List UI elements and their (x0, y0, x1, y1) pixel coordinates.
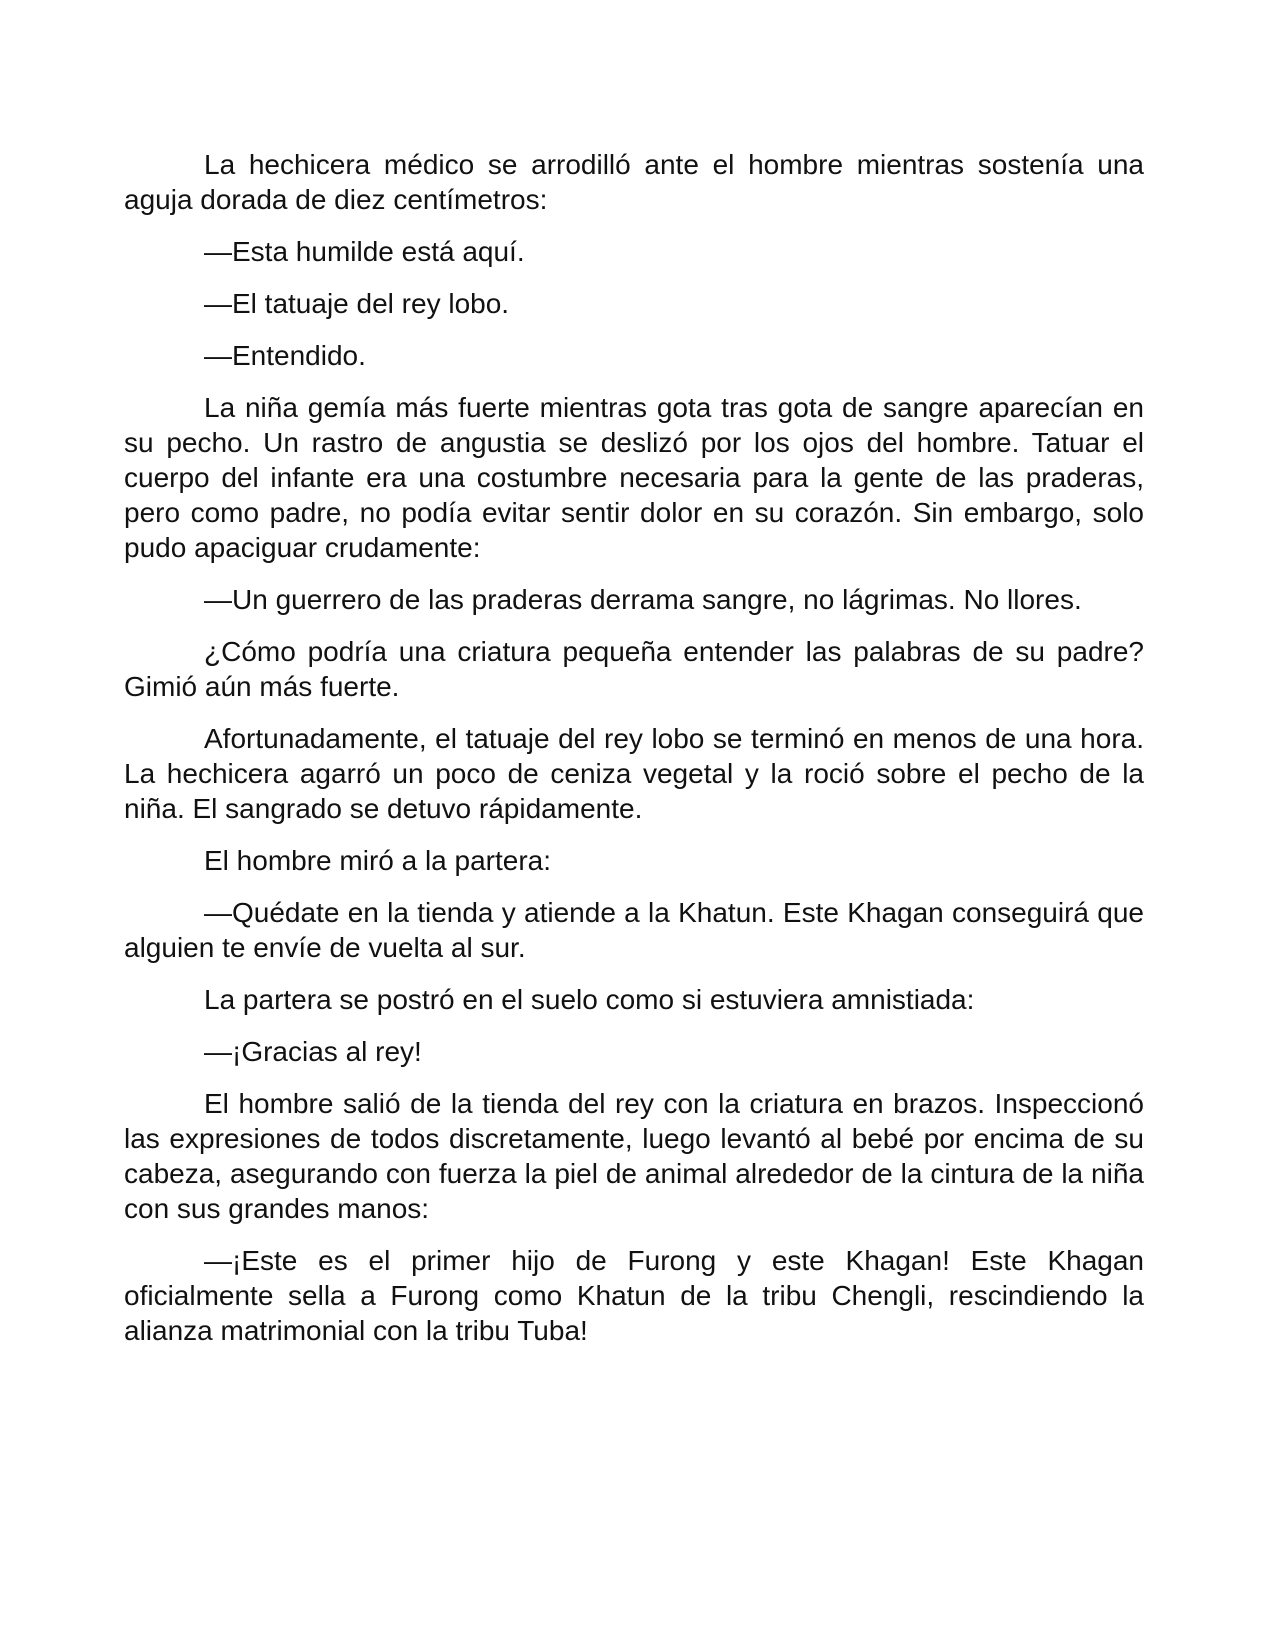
paragraph: El hombre miró a la partera: (204, 845, 552, 876)
paragraph: —Esta humilde está aquí. (204, 236, 525, 267)
paragraph: ¿Cómo podría una criatura pequeña entender las palabras de su padre? Gimió aún más fuerte. (124, 636, 1144, 702)
paragraph: La hechicera médico se arrodilló ante el hombre mientras sostenía una aguja dorada de diez centímetros: (124, 149, 1144, 215)
paragraph: —Entendido. (204, 340, 366, 371)
paragraph: —Quédate en la tienda y atiende a la Khatun. Este Khagan conseguirá que alguien te envíe de vuelta al sur. (124, 897, 1144, 963)
paragraph: La niña gemía más fuerte mientras gota tras gota de sangre aparecían en su pecho. Un rastro de angustia se deslizó por los ojos del hombre. Tatuar el cuerpo del infante era una costumbre necesaria para la gente de las praderas, pero como padre, no podía evitar sentir dolor en su corazón. Sin embargo, solo pudo apaciguar crudamente: (124, 392, 1144, 563)
document-page (124, 147, 1144, 1365)
paragraph: —El tatuaje del rey lobo. (204, 288, 510, 319)
paragraph: El hombre salió de la tienda del rey con la criatura en brazos. Inspeccionó las expresiones de todos discretamente, luego levantó al bebé por encima de su cabeza, asegurando con fuerza la piel de animal alrededor de la cintura de la niña con sus grandes manos: (124, 1088, 1144, 1224)
paragraph: Afortunadamente, el tatuaje del rey lobo se terminó en menos de una hora. La hechicera agarró un poco de ceniza vegetal y la roció sobre el pecho de la niña. El sangrado se detuvo rápidamente. (124, 723, 1144, 824)
paragraph: La partera se postró en el suelo como si estuviera amnistiada: (204, 984, 975, 1015)
paragraph: —¡Gracias al rey! (204, 1036, 422, 1067)
paragraph: —¡Este es el primer hijo de Furong y este Khagan! Este Khagan oficialmente sella a Furong como Khatun de la tribu Chengli, rescindiendo la alianza matrimonial con la tribu Tuba! (124, 1245, 1144, 1346)
paragraph: —Un guerrero de las praderas derrama sangre, no lágrimas. No llores. (204, 584, 1082, 615)
